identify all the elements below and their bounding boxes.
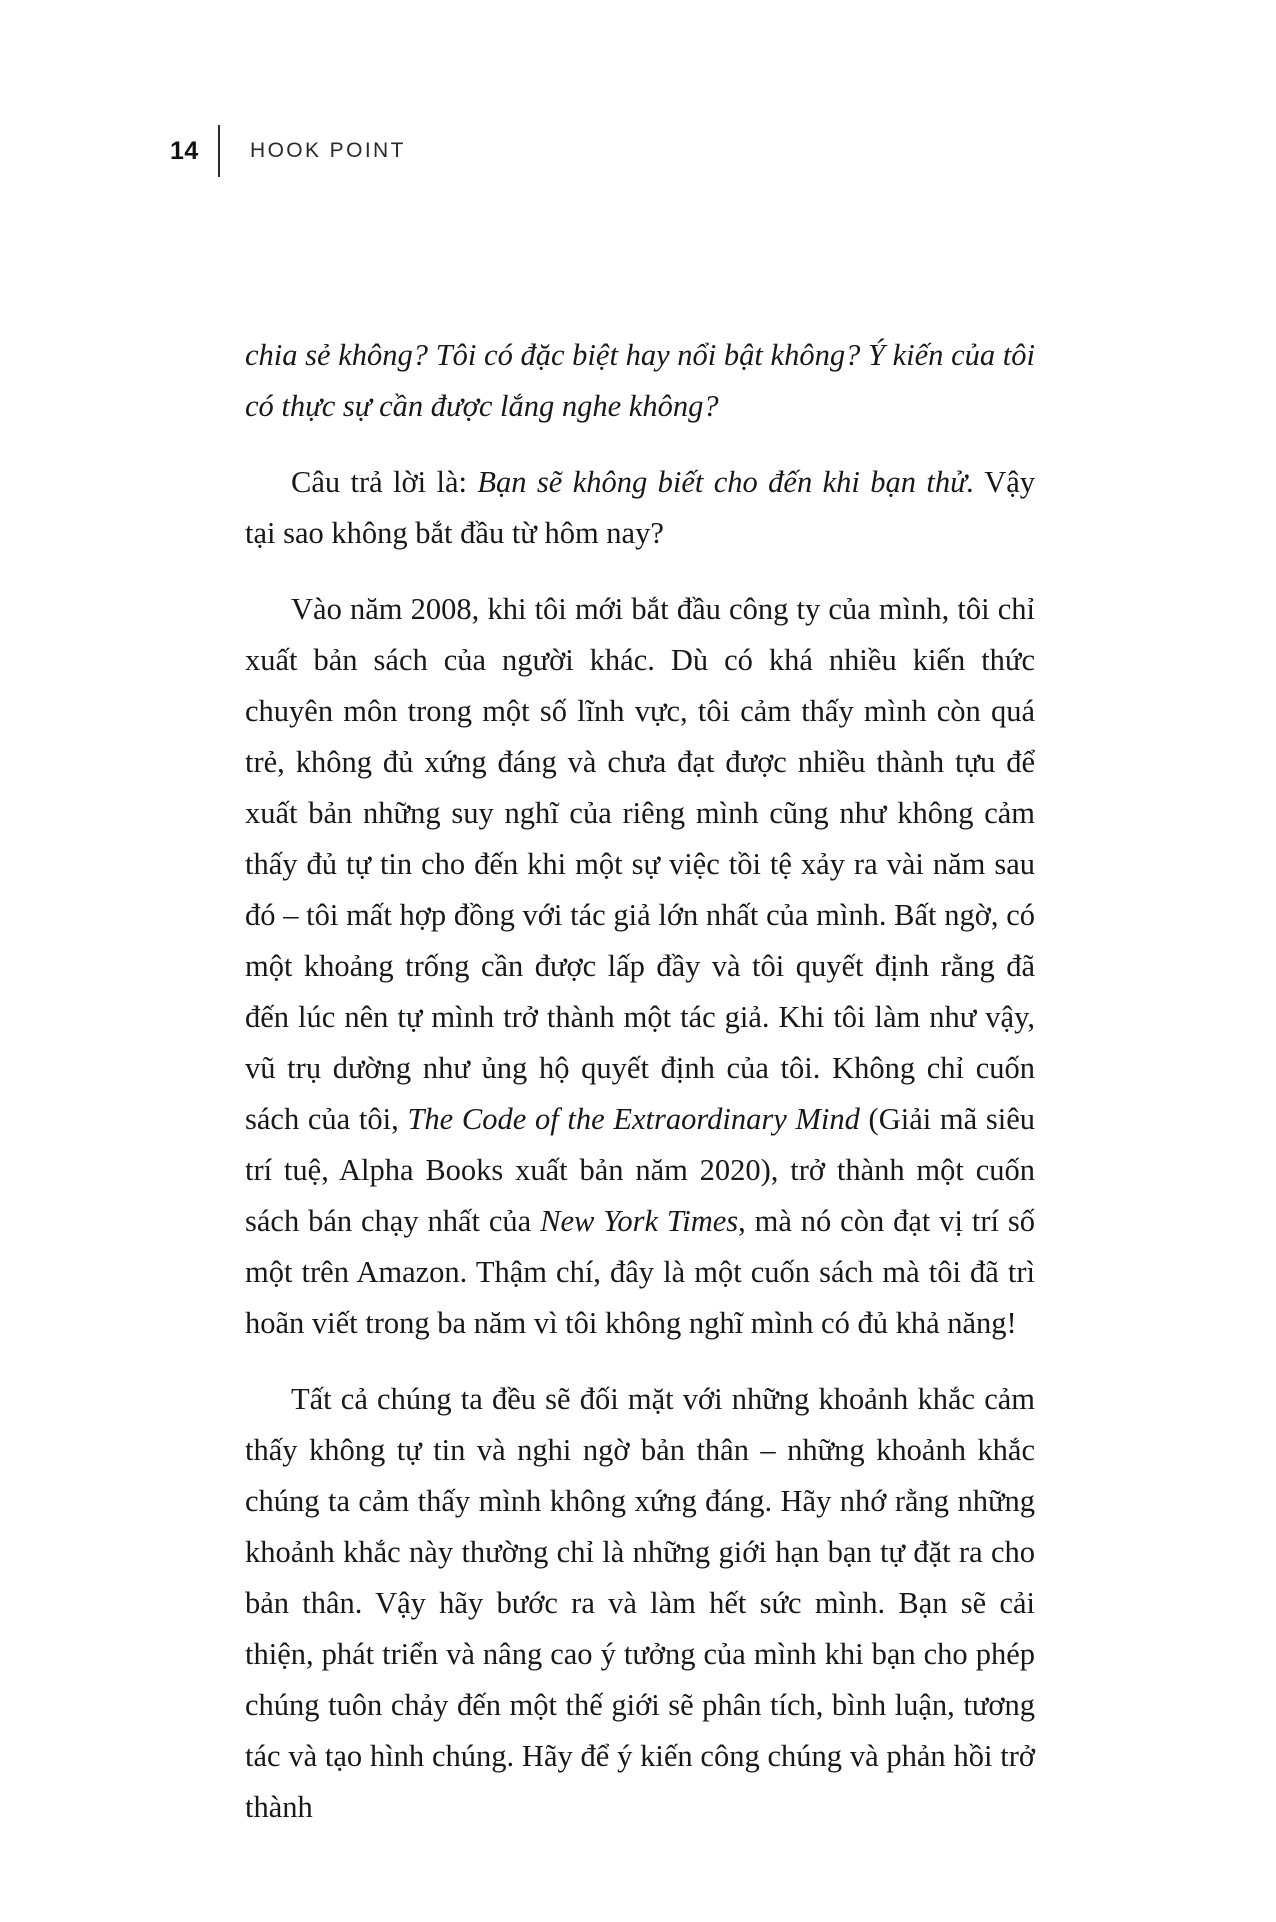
paragraph-1: chia sẻ không? Tôi có đặc biệt hay nổi bật không? Ý kiến của tôi có thực sự cần được lắng nghe không? [245,338,1035,423]
paragraph-3-book-title: The Code of the Extraordinary Mind [407,1102,860,1136]
paragraph-2-lead: Câu trả lời là: [291,465,468,499]
paragraph-2-tail: Vậy tại sao không bắt đầu từ hôm nay? [245,465,1036,550]
header-divider [218,125,220,177]
paragraph-3-seg-2: (Giải mã siêu trí tuệ, Alpha Books xuất bản năm 2020), trở thành một cuốn sách bán chạy nhất của [245,1102,1036,1238]
running-head [170,128,406,174]
paragraph-3-seg-1: Vào năm 2008, khi tôi mới bắt đầu công ty của mình, tôi chỉ xuất bản sách của người khác. Dù có khá nhiều kiến thức chuyên môn trong một số lĩnh vực, tôi cảm thấy mình còn quá trẻ, không đủ xứng đáng và chưa đạt được nhiều thành tựu để xuất bản những suy nghĩ của riêng mình cũng như không cảm thấy đủ tự tin cho đến khi một sự việc tồi tệ xảy ra vài năm sau đó – tôi mất hợp đồng với tác giả lớn nhất của mình. Bất ngờ, có một khoảng trống cần được lấp đầy và tôi quyết định rằng đã đến lúc nên tự mình trở thành một tác giả. Khi tôi làm như vậy, vũ trụ dường như ủng hộ quyết định của tôi. Không chỉ cuốn sách của tôi, [245,592,1035,1136]
page-number: 14 [170,137,199,165]
paragraph-4: Tất cả chúng ta đều sẽ đối mặt với những khoảnh khắc cảm thấy không tự tin và nghi ngờ bản thân – những khoảnh khắc chúng ta cảm thấy mình không xứng đáng. Hãy nhớ rằng những khoảnh khắc này thường chỉ là những giới hạn bạn tự đặt ra cho bản thân. Vậy hãy bước ra và làm hết sức mình. Bạn sẽ cải thiện, phát triển và nâng cao ý tưởng của mình khi bạn cho phép chúng tuôn chảy đến một thế giới sẽ phân tích, bình luận, tương tác và tạo hình chúng. Hãy để ý kiến công chúng và phản hồi trở thành [245,1382,1035,1824]
paragraph-3-seg-3: , mà nó còn đạt vị trí số một trên Amazon. Thậm chí, đây là một cuốn sách mà tôi đã trì hoãn viết trong ba năm vì tôi không nghĩ mình có đủ khả năng! [245,1204,1035,1340]
paragraph-2-italic: Bạn sẽ không biết cho đến khi bạn thử. [477,465,975,499]
paragraph-3 [245,584,1035,1349]
paragraph-3-publication-title: New York Times [540,1204,739,1238]
book-title: HOOK POINT [250,139,406,162]
paragraph-2 [245,457,1035,559]
text-column [245,330,1035,1833]
